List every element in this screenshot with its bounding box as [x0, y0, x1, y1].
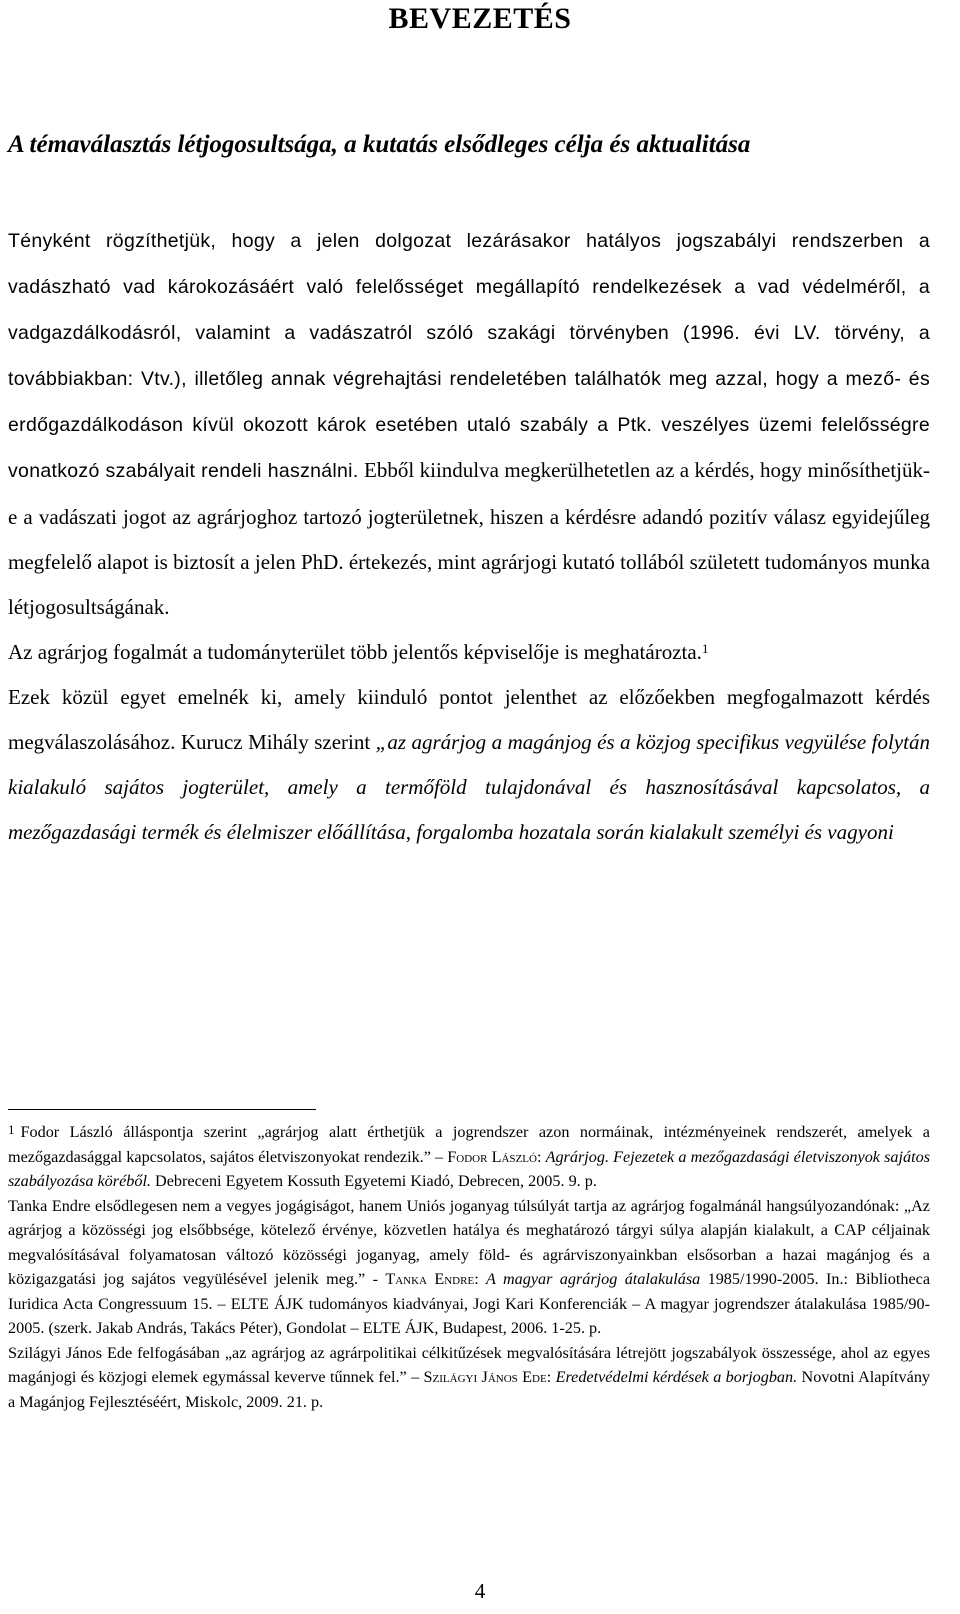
footnote-2-publisher: 1985/1990-2005. In.: Bibliotheca Iuridica Acta Congressuum 15. – ELTE ÁJK tudományos kiadványai, Jogi Kari Konferenciák – A magyar jogrendszer átalakulása 1985/90-2005. (szerk. Jakab András, Takács Péter), Gondolat – ELTE ÁJK, Budapest, 2006. 1-25. p. [8, 1270, 931, 1337]
footnote-paragraph-2 [8, 1194, 930, 1341]
paragraph-2 [8, 630, 930, 675]
paragraph-3-quote: „az agrárjog a magánjog és a közjog specifikus vegyülése folytán kialakuló sajátos jogterület, amely a termőföld tulajdonával és hasznosításával kapcsolatos, a mezőgazdasági termék és élelmiszer előállítása, forgalomba hozatala során kialakult személyi és vagyoni [8, 730, 930, 845]
footnote-separator [8, 1109, 316, 1110]
footnote-2-sep: : [474, 1270, 487, 1288]
page-title: BEVEZETÉS [388, 2, 572, 35]
section-heading: A témaválasztás létjogosultsága, a kutatás elsődleges célja és aktualitása [8, 131, 751, 158]
footnote-3-publisher: Novotni Alapítvány a Magánjog Fejlesztéséért, Miskolc, 2009. 21. p. [8, 1368, 931, 1411]
footnote-number: 1 [8, 1122, 15, 1137]
footnote-paragraph-1 [8, 1120, 930, 1194]
footnote-reference[interactable]: 1 [701, 640, 709, 656]
body-text [8, 218, 930, 855]
paragraph-2-text: Az agrárjog fogalmát a tudományterület több jelentős képviselője is meghatározta. [8, 639, 702, 664]
paragraph-1-sans: Tényként rögzíthetjük, hogy a jelen dolgozat lezárásakor hatályos jogszabályi rendszerben a vadászható vad károkozásáért való felelősséget megállapító rendelkezések a vad védelméről, a vadgazdálkodásról, valamint a vadászatról szóló szakági törvényben (1996. évi LV. törvény, a továbbiakban: Vtv.), illetőleg annak végrehajtási rendeletében találhatók meg azzal, hogy a mező- és erdőgazdálkodáson kívül okozott károk esetében utaló szabály a Ptk. veszélyes üzemi felelősségre vonatkozó szabályait rendeli használni. [8, 230, 930, 483]
footnote-2-author: Tanka Endre [385, 1270, 475, 1288]
footnote-2-text: Tanka Endre elsődlegesen nem a vegyes jogágiságot, hanem Uniós joganyag túlsúlyát tartja az agrárjog fogalmánál hangsúlyozandónak: „Az agrárjog a közösségi jog elsőbbsége, kötelező érvénye, közvetlen hatálya és meghatározó tárgyi súlya alapján kialakult, a CAP céljainak megvalósításával folyamatosan változó közösségi joganyag, amely föld- és agrárviszonyainkban elsősorban a hazai magánjog és a közigazgatási jog sajátos vegyülésével jelenik meg.” - [8, 1196, 930, 1288]
footnote-paragraph-3 [8, 1341, 930, 1415]
footnote [8, 1120, 930, 1414]
page-number: 4 [474, 1579, 486, 1603]
footnote-3-author: Szilágyi János Ede [423, 1368, 547, 1386]
footnote-1-author: Fodor László [447, 1147, 537, 1166]
paragraph-3 [8, 675, 930, 855]
footnote-1-title: Agrárjog. Fejezetek a mezőgazdasági életviszonyok sajátos szabályozása köréből. [8, 1147, 930, 1190]
paragraph-1-serif: Ebből kiindulva megkerülhetetlen az a kérdés, hogy minősíthetjük-e a vadászati jogot az agrárjoghoz tartozó jogterületnek, hiszen a kérdésre adandó pozitív válasz egyidejűleg megfelelő alapot is biztosít a jelen PhD. értekezés, mint agrárjogi kutató tollából született tudományos munka létjogosultságának. [8, 458, 931, 619]
footnote-3-text: Szilágyi János Ede felfogásában „az agrárjog az agrárpolitikai célkitűzések megvalósítására létrejött jogszabályok összessége, ahol az egyes magánjogi és közjogi elemek egymással keverve tűnnek fel.” – [8, 1343, 930, 1386]
paragraph-3-text: Ezek közül egyet emelnék ki, amely kiinduló pontot jelenthet az előzőekben megfogalmazott kérdés megválaszolásához. Kurucz Mihály szerint [8, 684, 930, 755]
footnote-1-sep: : [536, 1147, 546, 1166]
footnote-1-text: Fodor László álláspontja szerint „agrárjog alatt érthetjük a jogrendszer azon normáinak, intézményeinek rendszerét, amelyek a mezőgazdasággal kapcsolatos, sajátos életviszonyokat rendezik.” – [8, 1123, 930, 1166]
footnote-3-sep: : [546, 1368, 556, 1386]
footnote-3-title: Eredetvédelmi kérdések a borjogban. [555, 1368, 798, 1386]
paragraph-1 [8, 218, 930, 630]
footnote-2-title: A magyar agrárjog átalakulása [486, 1270, 701, 1288]
footnote-1-publisher: Debreceni Egyetem Kossuth Egyetemi Kiadó, Debrecen, 2005. 9. p. [150, 1172, 597, 1190]
